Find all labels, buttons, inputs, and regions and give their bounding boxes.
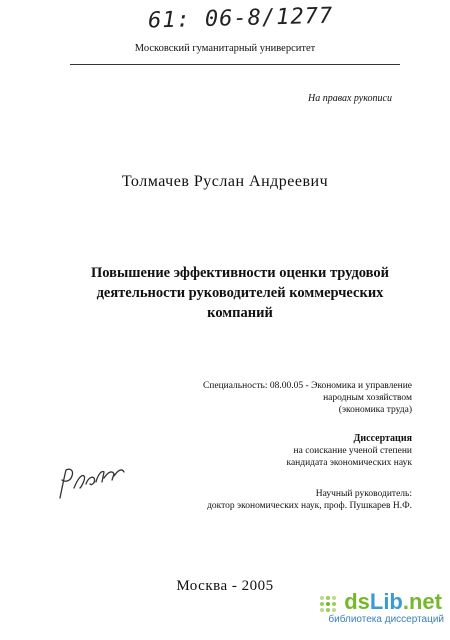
- supervisor-line-2: доктор экономических наук, проф. Пушкарев Н.Ф.: [207, 501, 412, 511]
- dissertation-title: [90, 263, 390, 323]
- title-line-2: деятельности руководителей коммерческих: [96, 285, 384, 301]
- watermark-logo-icon: [318, 594, 340, 616]
- watermark-logo-ds: ds: [344, 589, 370, 614]
- specialty-line-2: народным хозяйством: [323, 393, 412, 403]
- degree-line-2: кандидата экономических наук: [286, 458, 412, 468]
- degree-heading: Диссертация: [353, 433, 412, 444]
- watermark-caption: библиотека диссертаций: [328, 614, 444, 625]
- supervisor-block: [207, 488, 412, 512]
- author-name: Толмачев Руслан Андреевич: [121, 173, 329, 190]
- degree-line-1: на соискание ученой степени: [293, 446, 412, 456]
- specialty-line-1: Специальность: 08.00.05 - Экономика и управление: [202, 381, 412, 391]
- supervisor-line-1: Научный руководитель:: [315, 489, 412, 499]
- dslib-watermark: [312, 590, 450, 640]
- specialty-line-3: (экономика труда): [338, 405, 412, 415]
- handwritten-signature: [52, 448, 132, 508]
- watermark-logo-net: .net: [402, 589, 442, 614]
- archive-code-handwritten: 61: 06-8/1277: [147, 3, 334, 34]
- header-divider: [70, 64, 400, 65]
- manuscript-rights-note: На правах рукописи: [308, 93, 392, 104]
- watermark-logo-lib: Lib: [369, 589, 403, 614]
- city-and-year: Москва - 2005: [176, 578, 274, 594]
- title-line-3: компаний: [207, 305, 273, 321]
- university-name: Московский гуманитарный университет: [134, 43, 316, 54]
- degree-block: [286, 433, 412, 469]
- specialty-block: [203, 380, 412, 416]
- title-line-1: Повышение эффективности оценки трудовой: [90, 265, 390, 281]
